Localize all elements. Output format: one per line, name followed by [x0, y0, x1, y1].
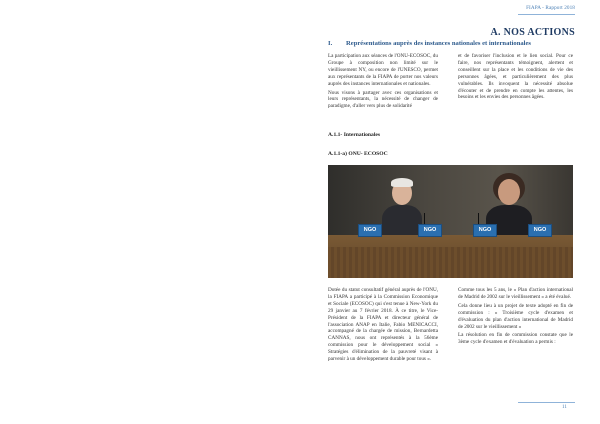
running-header: FIAPA - Rapport 2018 [526, 5, 575, 11]
intro-right-paragraph: et de favoriser l'inclusion et le lien social. Pour ce faire, nos représentants témoignent, alertent et conseillent sur la place et les conditions de vie des personnes âgées, et particulièrement des plus vulnérables. Ils invoquent la nécessité absolue d'écouter et de prendre en compte les attentes, les besoins et les envies des personnes âgées. [458, 53, 573, 101]
subsection-title [328, 40, 588, 47]
report-page [300, 0, 600, 424]
body-right-column [458, 287, 573, 348]
body-left-column [328, 287, 438, 365]
body-right-paragraph: La résolution en fin de commission constate que le 3ème cycle d'examen et d'évaluation a permis : [458, 332, 573, 346]
subsection-text: Représentations auprès des instances nationales et internationales [346, 40, 531, 47]
body-right-paragraph: Comme tous les 5 ans, le « Plan d'action international de Madrid de 2002 sur le vieillissement » a été évalué. [458, 287, 573, 300]
intro-left-column [328, 53, 438, 112]
section-title: A. NOS ACTIONS [490, 27, 575, 38]
speaker-man-body [382, 205, 422, 239]
speaker-man-hair [391, 178, 413, 187]
footer-rule [518, 402, 575, 403]
ngo-nameplate: NGO [418, 224, 442, 237]
heading-internationales: A.1.1- Internationales [328, 132, 381, 138]
speaker-woman-head [498, 179, 520, 205]
page-number: 11 [562, 405, 567, 410]
heading-onu-ecosoc: A.1.1-a) ONU- ECOSOC [328, 151, 388, 157]
body-right-paragraph: Cela donne lieu à un projet de texte adopté en fin de commission : « Troisième cycle d'examen et d'évaluation du plan d'action international de Madrid de 2002 sur le vieillissement » [458, 302, 573, 330]
ngo-nameplate: NGO [473, 224, 497, 237]
header-rule [518, 14, 575, 15]
ngo-nameplate: NGO [358, 224, 382, 237]
intro-left-paragraph: Nous visons à partager avec ces organisations et leurs représentants, la nécessité de changer de paradigme, d'aller vers plus de solidarité [328, 89, 438, 110]
subsection-number: I. [328, 40, 333, 47]
conference-photo [328, 165, 573, 278]
intro-left-paragraph: La participation aux séances de l'ONU-ECOSOC, du Groupe à composition non limité sur le vieillissement NY, ou encore de l'UNESCO, permet aux représentants de la FIAPA de porter nos valeurs auprès des instances internationales et nationales. [328, 53, 438, 87]
body-left-paragraph: Dotée du statut consultatif général auprès de l'ONU, la FIAPA a participé à la Commission Economique et Sociale (ECOSOC) qui s'est tenue à New-York du 29 janvier au 7 février 2018. À ce titre, le Vice-Président de la FIAPA et directeur général de l'association ANAP en Italie, Fabio MENICACCI, accompagné de la chargée de mission, Bernardetta CANNAS, nous ont représentés à la 56ème commission pour le développement social « Stratégies d'élimination de la pauvreté visant à parvenir à un développement durable pour tous ». [328, 287, 438, 363]
intro-right-column [458, 53, 573, 103]
photo-desk-front [328, 247, 573, 278]
ngo-nameplate: NGO [528, 224, 552, 237]
